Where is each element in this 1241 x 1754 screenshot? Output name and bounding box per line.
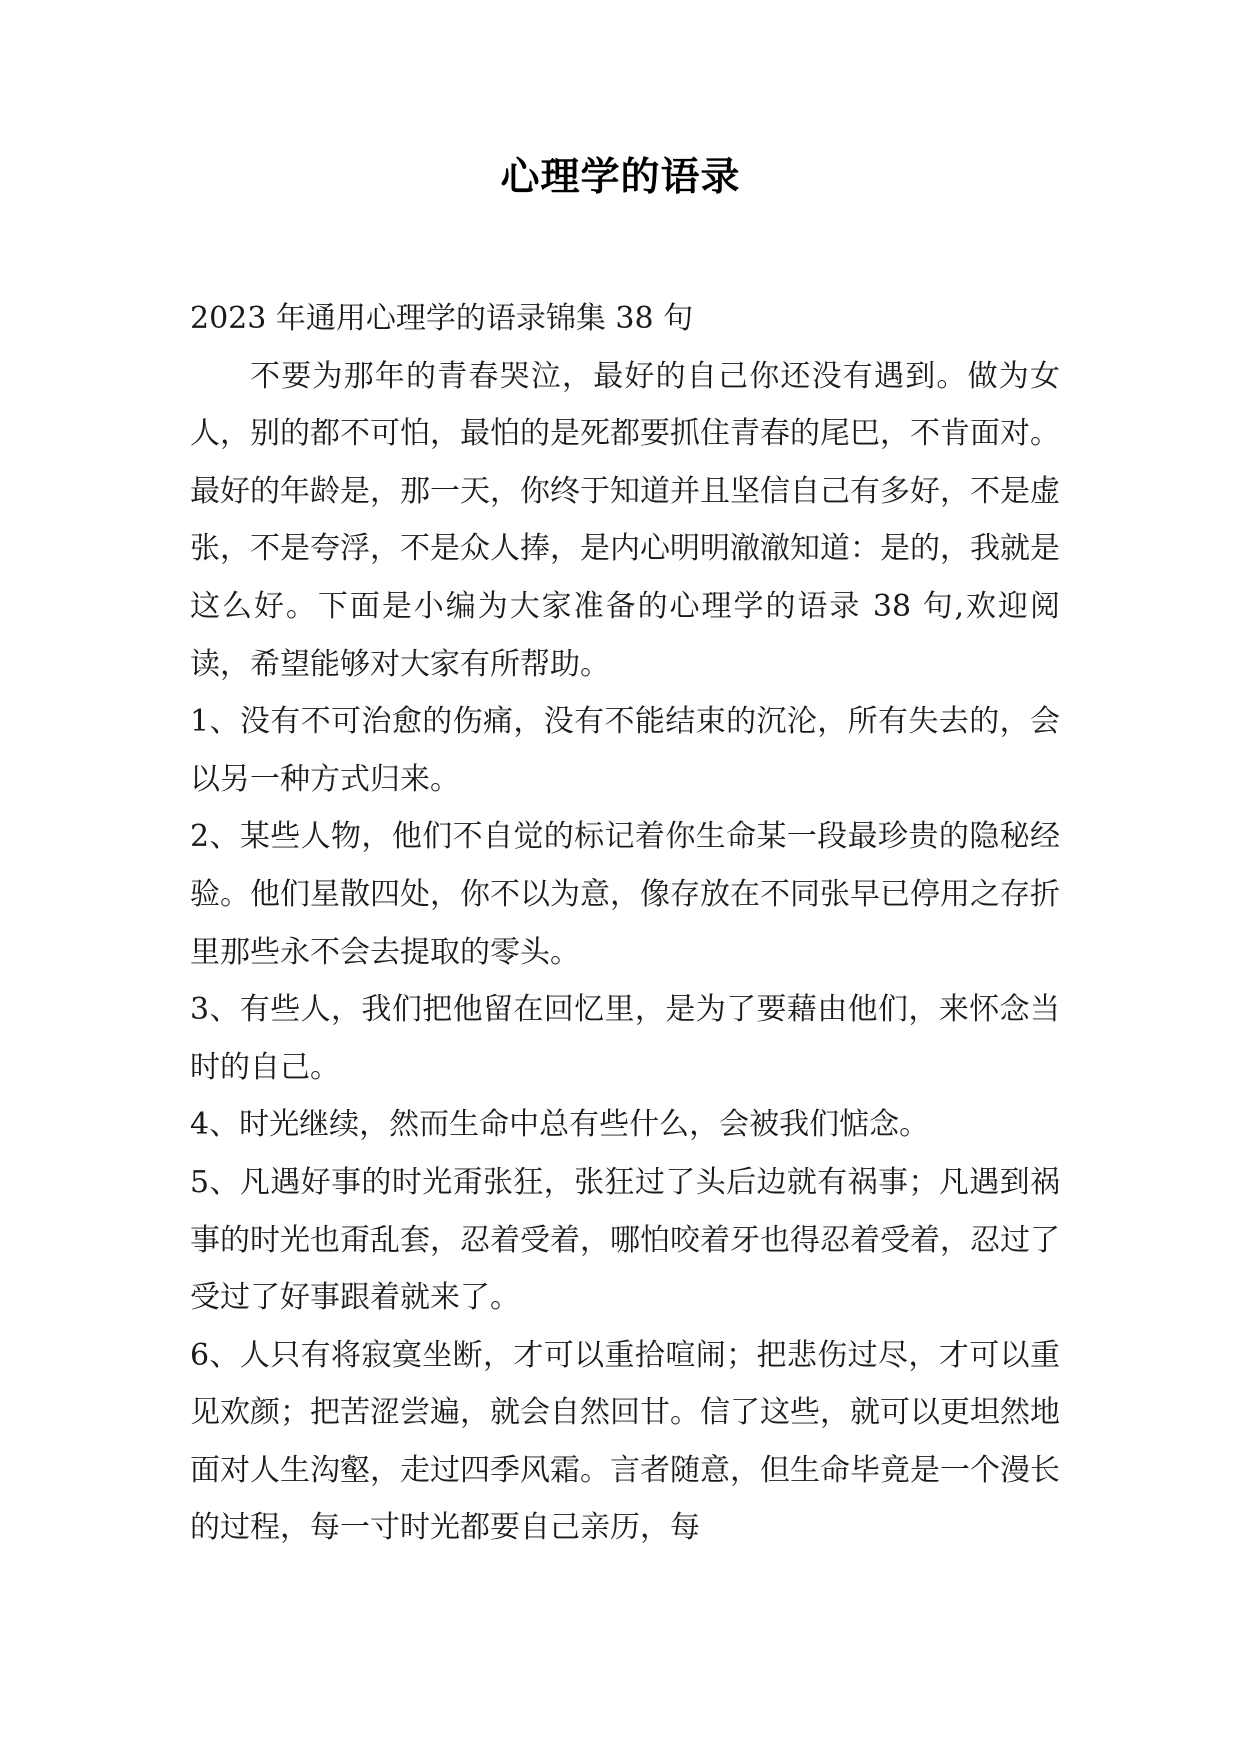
quote-item-4: 4、时光继续，然而生命中总有些什么，会被我们惦念。 bbox=[190, 1107, 930, 1143]
quote-item-5: 5、凡遇好事的时光甭张狂，张狂过了头后边就有祸事；凡遇到祸事的时光也甭乱套，忍着受着，哪怕咬着牙也得忍着受着，忍过了受过了好事跟着就来了。 bbox=[190, 1164, 1060, 1316]
quote-item-2: 2、某些人物，他们不自觉的标记着你生命某一段最珍贵的隐秘经验。他们星散四处，你不以为意，像存放在不同张早已停用之存折里那些永不会去提取的零头。 bbox=[190, 819, 1060, 970]
document-subtitle: 2023 年通用心理学的语录锦集 38 句 bbox=[190, 301, 694, 336]
quote-item-6: 6、人只有将寂寞坐断，才可以重拾喧闹；把悲伤过尽，才可以重见欢颜；把苦涩尝遍，就会自然回甘。信了这些，就可以更坦然地面对人生沟壑，走过四季风霜。言者随意，但生命毕竟是一个漫长的过程，每一寸时光都要自己亲历，每 bbox=[190, 1337, 1060, 1546]
document-body bbox=[190, 290, 1060, 1557]
quote-item-3: 3、有些人，我们把他留在回忆里，是为了要藉由他们，来怀念当时的自己。 bbox=[190, 992, 1060, 1085]
intro-paragraph: 不要为那年的青春哭泣，最好的自己你还没有遇到。做为女人，别的都不可怕，最怕的是死都要抓住青春的尾巴，不肯面对。最好的年龄是，那一天，你终于知道并且坚信自己有多好，不是虚张，不是夸浮，不是众人捧，是内心明明澈澈知道：是的，我就是这么好。下面是小编为大家准备的心理学的语录 38 句,欢迎阅读，希望能够对大家有所帮助。 bbox=[190, 358, 1060, 682]
document-title: 心理学的语录 bbox=[500, 154, 741, 200]
quote-item-1: 1、没有不可治愈的伤痛，没有不能结束的沉沦，所有失去的，会以另一种方式归来。 bbox=[190, 704, 1060, 797]
